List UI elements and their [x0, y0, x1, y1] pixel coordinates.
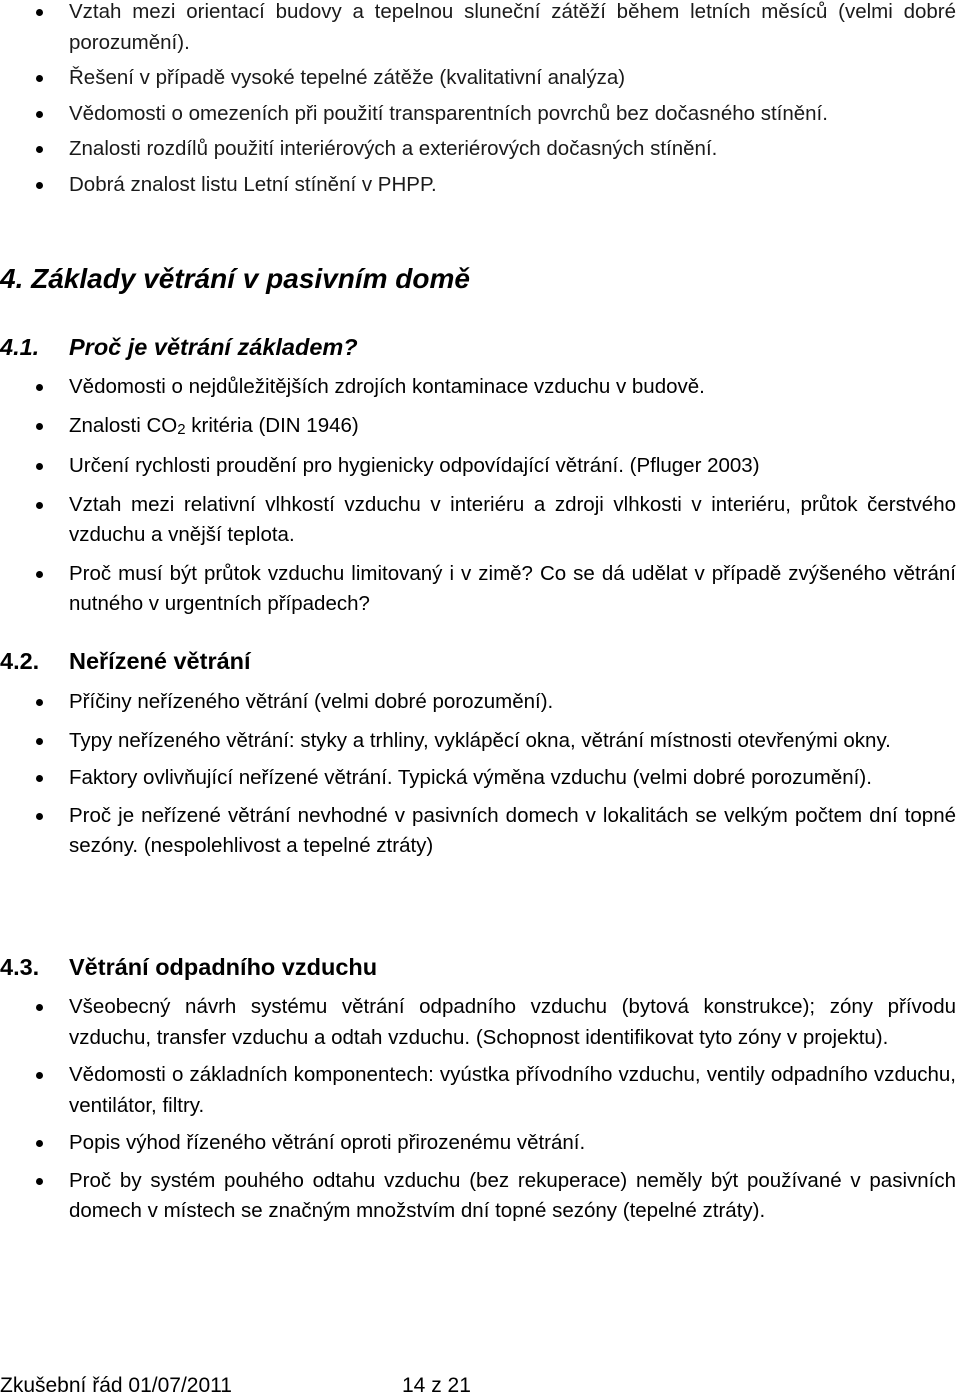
list-item-text: kritéria (DIN 1946) [185, 413, 359, 437]
list-item-text: Vědomosti o nejdůležitějších zdrojích kontaminace vzduchu v budově. [69, 375, 705, 398]
list-item [0, 99, 958, 130]
list-item [0, 63, 958, 94]
bullet-icon [36, 813, 43, 820]
bullet-icon [36, 111, 43, 118]
section-title: Větrání odpadního vzduchu [69, 954, 378, 980]
bullet-icon [36, 146, 43, 153]
section-4-3-list-block [0, 992, 958, 1227]
subscript: 2 [177, 420, 186, 438]
bullet-icon [36, 1178, 43, 1185]
section-heading-4-3 [0, 954, 377, 981]
section-top-list-block [0, 0, 958, 200]
list-item [0, 992, 958, 1053]
list-item [0, 134, 958, 165]
section-4-3-list [0, 992, 958, 1227]
section-number: 4.2. [0, 648, 40, 674]
section-top-list [0, 0, 958, 200]
section-title: Neřízené větrání [69, 648, 251, 674]
list-item [0, 170, 958, 201]
list-item [0, 801, 958, 862]
bullet-icon [36, 1072, 43, 1079]
list-item [0, 726, 958, 757]
list-item [0, 372, 958, 403]
footer-page-number: 14 z 21 [402, 1374, 471, 1397]
list-item-text: Proč musí být průtok vzduchu limitovaný i v zimě? Co se dá udělat v případě zvýšeného větrání nutného v urgentních případech? [69, 561, 956, 615]
section-number: 4.3. [0, 954, 40, 980]
bullet-icon [36, 571, 43, 578]
chapter-title: 4. Základy větrání v pasivním domě [0, 263, 470, 294]
list-item-text: Znalosti CO [69, 413, 178, 437]
list-item [0, 0, 958, 58]
section-heading-4-1 [0, 334, 358, 361]
section-number: 4.1. [0, 334, 40, 360]
list-item [0, 451, 958, 482]
bullet-icon [36, 738, 43, 745]
section-title: Proč je větrání základem? [69, 334, 358, 360]
list-item [0, 490, 958, 551]
footer-document-label: Zkušební řád 01/07/2011 [0, 1374, 232, 1397]
bullet-icon [36, 699, 43, 706]
bullet-icon [36, 182, 43, 189]
list-item-text: Vztah mezi relativní vlhkostí vzduchu v interiéru a zdroji vlhkosti v interiéru, průtok čerstvého vzduchu a vnější teplota. [69, 492, 956, 546]
list-item [0, 411, 958, 444]
bullet-icon [36, 1004, 43, 1011]
list-item-text: Vědomosti o omezeních při použití transparentních povrchů bez dočasného stínění. [69, 101, 828, 125]
list-item-text: Dobrá znalost listu Letní stínění v PHPP. [69, 172, 437, 196]
list-item-text: Určení rychlosti proudění pro hygienicky odpovídající větrání. (Pfluger 2003) [69, 454, 760, 477]
bullet-icon [36, 384, 43, 391]
bullet-icon [36, 75, 43, 82]
bullet-icon [36, 1140, 43, 1147]
list-item-text: Příčiny neřízeného větrání (velmi dobré porozumění). [69, 690, 554, 713]
list-item-text: Vědomosti o základních komponentech: vyústka přívodního vzduchu, ventily odpadního vzduchu, ventilátor, filtry. [69, 1063, 956, 1117]
section-heading-4-2 [0, 648, 251, 675]
bullet-icon [36, 775, 43, 782]
list-item [0, 559, 958, 620]
list-item [0, 1166, 958, 1227]
list-item-text: Vztah mezi orientací budovy a tepelnou sluneční zátěží během letních měsíců (velmi dobré porozumění). [69, 0, 956, 54]
list-item-text: Proč by systém pouhého odtahu vzduchu (bez rekuperace) neměly být používané v pasivních domech v místech se značným množstvím dní topné sezóny (tepelné ztráty). [69, 1168, 956, 1222]
list-item-text: Faktory ovlivňující neřízené větrání. Typická výměna vzduchu (velmi dobré porozumění). [69, 766, 872, 789]
list-item-text: Znalosti rozdílů použití interiérových a exteriérových dočasných stínění. [69, 137, 718, 160]
bullet-icon [36, 463, 43, 470]
list-item [0, 1060, 958, 1121]
list-item-text: Proč je neřízené větrání nevhodné v pasivních domech v lokalitách se velkým počtem dní topné sezóny. (nespolehlivost a tepelné ztráty) [69, 803, 956, 857]
page-footer [0, 1374, 471, 1398]
list-item-text: Všeobecný návrh systému větrání odpadního vzduchu (bytová konstrukce); zóny přívodu vzduchu, transfer vzduchu a odtah vzduchu. (Schopnost identifikovat tyto zóny v projektu). [69, 995, 956, 1049]
section-4-2-list [0, 687, 958, 862]
bullet-icon [36, 423, 43, 430]
list-item-text: Typy neřízeného větrání: styky a trhliny, vyklápěcí okna, větrání místnosti otevřenými okny. [69, 728, 891, 752]
section-4-2-list-block [0, 687, 958, 862]
list-item-text: Řešení v případě vysoké tepelné zátěže (kvalitativní analýza) [69, 66, 626, 89]
bullet-icon [36, 502, 43, 509]
list-item-text: Popis výhod řízeného větrání oproti přirozenému větrání. [69, 1131, 586, 1154]
section-4-1-list [0, 372, 958, 620]
list-item [0, 687, 958, 718]
list-item [0, 1128, 958, 1159]
section-4-1-list-block [0, 372, 958, 620]
list-item [0, 763, 958, 794]
bullet-icon [36, 9, 43, 16]
